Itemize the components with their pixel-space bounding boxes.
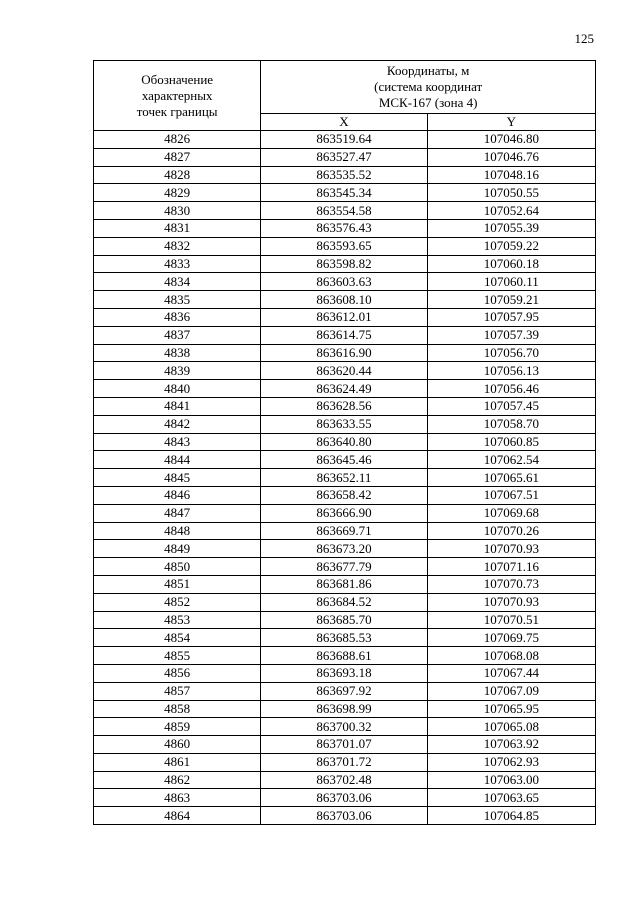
y-coordinate-cell: 107060.11 — [427, 273, 595, 291]
x-coordinate-cell: 863700.32 — [261, 718, 427, 736]
point-cell: 4856 — [94, 664, 261, 682]
x-coordinate-cell: 863658.42 — [261, 486, 427, 504]
point-cell: 4841 — [94, 397, 261, 415]
point-cell: 4857 — [94, 682, 261, 700]
point-cell: 4854 — [94, 629, 261, 647]
table-row — [94, 237, 596, 255]
table-row — [94, 451, 596, 469]
y-coordinate-cell: 107070.93 — [427, 540, 595, 558]
y-coordinate-cell: 107058.70 — [427, 415, 595, 433]
x-coordinate-cell: 863519.64 — [261, 131, 427, 149]
point-cell: 4862 — [94, 771, 261, 789]
y-coordinate-cell: 107070.51 — [427, 611, 595, 629]
table-row — [94, 736, 596, 754]
point-cell: 4842 — [94, 415, 261, 433]
x-coordinate-cell: 863620.44 — [261, 362, 427, 380]
table-row — [94, 326, 596, 344]
x-coordinate-cell: 863545.34 — [261, 184, 427, 202]
table-row — [94, 611, 596, 629]
x-coordinate-cell: 863652.11 — [261, 469, 427, 487]
y-coordinate-cell: 107048.16 — [427, 166, 595, 184]
table-row — [94, 397, 596, 415]
table-row — [94, 593, 596, 611]
point-cell: 4840 — [94, 380, 261, 398]
point-cell: 4850 — [94, 558, 261, 576]
x-coordinate-cell: 863598.82 — [261, 255, 427, 273]
x-coordinate-cell: 863614.75 — [261, 326, 427, 344]
y-coordinate-cell: 107067.51 — [427, 486, 595, 504]
table-row — [94, 682, 596, 700]
x-coordinate-cell: 863593.65 — [261, 237, 427, 255]
x-coordinate-cell: 863633.55 — [261, 415, 427, 433]
x-coordinate-cell: 863673.20 — [261, 540, 427, 558]
x-coordinate-cell: 863677.79 — [261, 558, 427, 576]
point-cell: 4834 — [94, 273, 261, 291]
table-row — [94, 202, 596, 220]
x-coordinate-cell: 863576.43 — [261, 219, 427, 237]
point-cell: 4839 — [94, 362, 261, 380]
point-cell: 4838 — [94, 344, 261, 362]
y-coordinate-cell: 107050.55 — [427, 184, 595, 202]
table-row — [94, 629, 596, 647]
y-coordinate-cell: 107046.80 — [427, 131, 595, 149]
x-coordinate-cell: 863527.47 — [261, 148, 427, 166]
point-cell: 4852 — [94, 593, 261, 611]
y-coordinate-cell: 107065.61 — [427, 469, 595, 487]
y-coordinate-cell: 107060.18 — [427, 255, 595, 273]
x-coordinate-cell: 863645.46 — [261, 451, 427, 469]
point-cell: 4860 — [94, 736, 261, 754]
point-cell: 4851 — [94, 575, 261, 593]
table-row — [94, 700, 596, 718]
x-coordinate-cell: 863608.10 — [261, 291, 427, 309]
table-body — [94, 131, 596, 825]
table-row — [94, 540, 596, 558]
point-cell: 4827 — [94, 148, 261, 166]
table-row — [94, 558, 596, 576]
table-row — [94, 362, 596, 380]
point-cell: 4849 — [94, 540, 261, 558]
point-cell: 4846 — [94, 486, 261, 504]
y-coordinate-cell: 107067.44 — [427, 664, 595, 682]
y-coordinate-cell: 107062.93 — [427, 753, 595, 771]
y-coordinate-cell: 107046.76 — [427, 148, 595, 166]
y-coordinate-cell: 107055.39 — [427, 219, 595, 237]
y-coordinate-cell: 107063.00 — [427, 771, 595, 789]
coordinates-table — [93, 60, 596, 825]
table-row — [94, 771, 596, 789]
y-coordinate-cell: 107056.13 — [427, 362, 595, 380]
y-coordinate-cell: 107063.92 — [427, 736, 595, 754]
x-coordinate-cell: 863701.07 — [261, 736, 427, 754]
table-row — [94, 664, 596, 682]
x-coordinate-cell: 863624.49 — [261, 380, 427, 398]
y-coordinate-cell: 107068.08 — [427, 647, 595, 665]
table-row — [94, 184, 596, 202]
table-header — [94, 61, 596, 131]
point-cell: 4832 — [94, 237, 261, 255]
point-header-line: характерных — [141, 87, 213, 103]
point-cell: 4836 — [94, 308, 261, 326]
x-coordinate-cell: 863685.70 — [261, 611, 427, 629]
point-cell: 4848 — [94, 522, 261, 540]
x-coordinate-cell: 863698.99 — [261, 700, 427, 718]
x-coordinate-cell: 863628.56 — [261, 397, 427, 415]
x-coordinate-cell: 863669.71 — [261, 522, 427, 540]
table-row — [94, 433, 596, 451]
table-row — [94, 575, 596, 593]
x-coordinate-cell: 863684.52 — [261, 593, 427, 611]
y-coordinate-cell: 107057.45 — [427, 397, 595, 415]
y-coordinate-cell: 107057.95 — [427, 308, 595, 326]
point-column-header — [94, 61, 261, 131]
x-coordinate-cell: 863535.52 — [261, 166, 427, 184]
point-cell: 4845 — [94, 469, 261, 487]
y-coordinate-cell: 107070.93 — [427, 593, 595, 611]
y-coordinate-cell: 107052.64 — [427, 202, 595, 220]
point-cell: 4855 — [94, 647, 261, 665]
point-cell: 4843 — [94, 433, 261, 451]
x-coordinate-cell: 863685.53 — [261, 629, 427, 647]
y-coordinate-cell: 107062.54 — [427, 451, 595, 469]
table-row — [94, 273, 596, 291]
coords-header-line: (система координат — [374, 79, 483, 94]
y-coordinate-cell: 107056.46 — [427, 380, 595, 398]
x-coordinate-cell: 863701.72 — [261, 753, 427, 771]
coordinates-column-header — [261, 61, 596, 114]
table-row — [94, 219, 596, 237]
x-coordinate-cell: 863666.90 — [261, 504, 427, 522]
table-row — [94, 380, 596, 398]
point-cell: 4826 — [94, 131, 261, 149]
y-coordinate-cell: 107059.22 — [427, 237, 595, 255]
page-number: 125 — [574, 31, 594, 46]
x-column-header: X — [261, 114, 427, 131]
table-row — [94, 647, 596, 665]
x-coordinate-cell: 863703.06 — [261, 789, 427, 807]
x-coordinate-cell: 863616.90 — [261, 344, 427, 362]
coords-header-line: Координаты, м — [386, 63, 470, 78]
x-coordinate-cell: 863697.92 — [261, 682, 427, 700]
x-coordinate-cell: 863681.86 — [261, 575, 427, 593]
y-coordinate-cell: 107057.39 — [427, 326, 595, 344]
table-row — [94, 789, 596, 807]
y-coordinate-cell: 107065.08 — [427, 718, 595, 736]
x-coordinate-cell: 863554.58 — [261, 202, 427, 220]
y-coordinate-cell: 107060.85 — [427, 433, 595, 451]
y-coordinate-cell: 107064.85 — [427, 807, 595, 825]
x-coordinate-cell: 863702.48 — [261, 771, 427, 789]
point-cell: 4828 — [94, 166, 261, 184]
x-coordinate-cell: 863612.01 — [261, 308, 427, 326]
point-cell: 4847 — [94, 504, 261, 522]
table-row — [94, 504, 596, 522]
point-cell: 4837 — [94, 326, 261, 344]
point-cell: 4858 — [94, 700, 261, 718]
y-column-header: Y — [427, 114, 595, 131]
table-row — [94, 469, 596, 487]
x-coordinate-cell: 863703.06 — [261, 807, 427, 825]
point-cell: 4861 — [94, 753, 261, 771]
table-row — [94, 131, 596, 149]
table-row — [94, 415, 596, 433]
point-cell: 4844 — [94, 451, 261, 469]
table-row — [94, 718, 596, 736]
point-cell: 4830 — [94, 202, 261, 220]
y-coordinate-cell: 107069.68 — [427, 504, 595, 522]
point-cell: 4859 — [94, 718, 261, 736]
y-coordinate-cell: 107059.21 — [427, 291, 595, 309]
table-row — [94, 308, 596, 326]
x-coordinate-cell: 863688.61 — [261, 647, 427, 665]
point-cell: 4829 — [94, 184, 261, 202]
table-row — [94, 344, 596, 362]
y-coordinate-cell: 107071.16 — [427, 558, 595, 576]
point-cell: 4835 — [94, 291, 261, 309]
y-coordinate-cell: 107070.73 — [427, 575, 595, 593]
point-cell: 4831 — [94, 219, 261, 237]
point-cell: 4833 — [94, 255, 261, 273]
table-row — [94, 148, 596, 166]
y-coordinate-cell: 107056.70 — [427, 344, 595, 362]
coords-header-line: МСК-167 (зона 4) — [378, 95, 478, 110]
point-header-line: Обозначение — [141, 71, 214, 87]
y-coordinate-cell: 107063.65 — [427, 789, 595, 807]
table-row — [94, 522, 596, 540]
table-row — [94, 166, 596, 184]
x-coordinate-cell: 863693.18 — [261, 664, 427, 682]
table-row — [94, 486, 596, 504]
y-coordinate-cell: 107070.26 — [427, 522, 595, 540]
table-row — [94, 255, 596, 273]
y-coordinate-cell: 107069.75 — [427, 629, 595, 647]
y-coordinate-cell: 107067.09 — [427, 682, 595, 700]
table-row — [94, 291, 596, 309]
point-cell: 4853 — [94, 611, 261, 629]
x-coordinate-cell: 863603.63 — [261, 273, 427, 291]
table-row — [94, 807, 596, 825]
point-header-line: точек границы — [136, 103, 218, 119]
point-cell: 4864 — [94, 807, 261, 825]
x-coordinate-cell: 863640.80 — [261, 433, 427, 451]
point-cell: 4863 — [94, 789, 261, 807]
table-row — [94, 753, 596, 771]
y-coordinate-cell: 107065.95 — [427, 700, 595, 718]
